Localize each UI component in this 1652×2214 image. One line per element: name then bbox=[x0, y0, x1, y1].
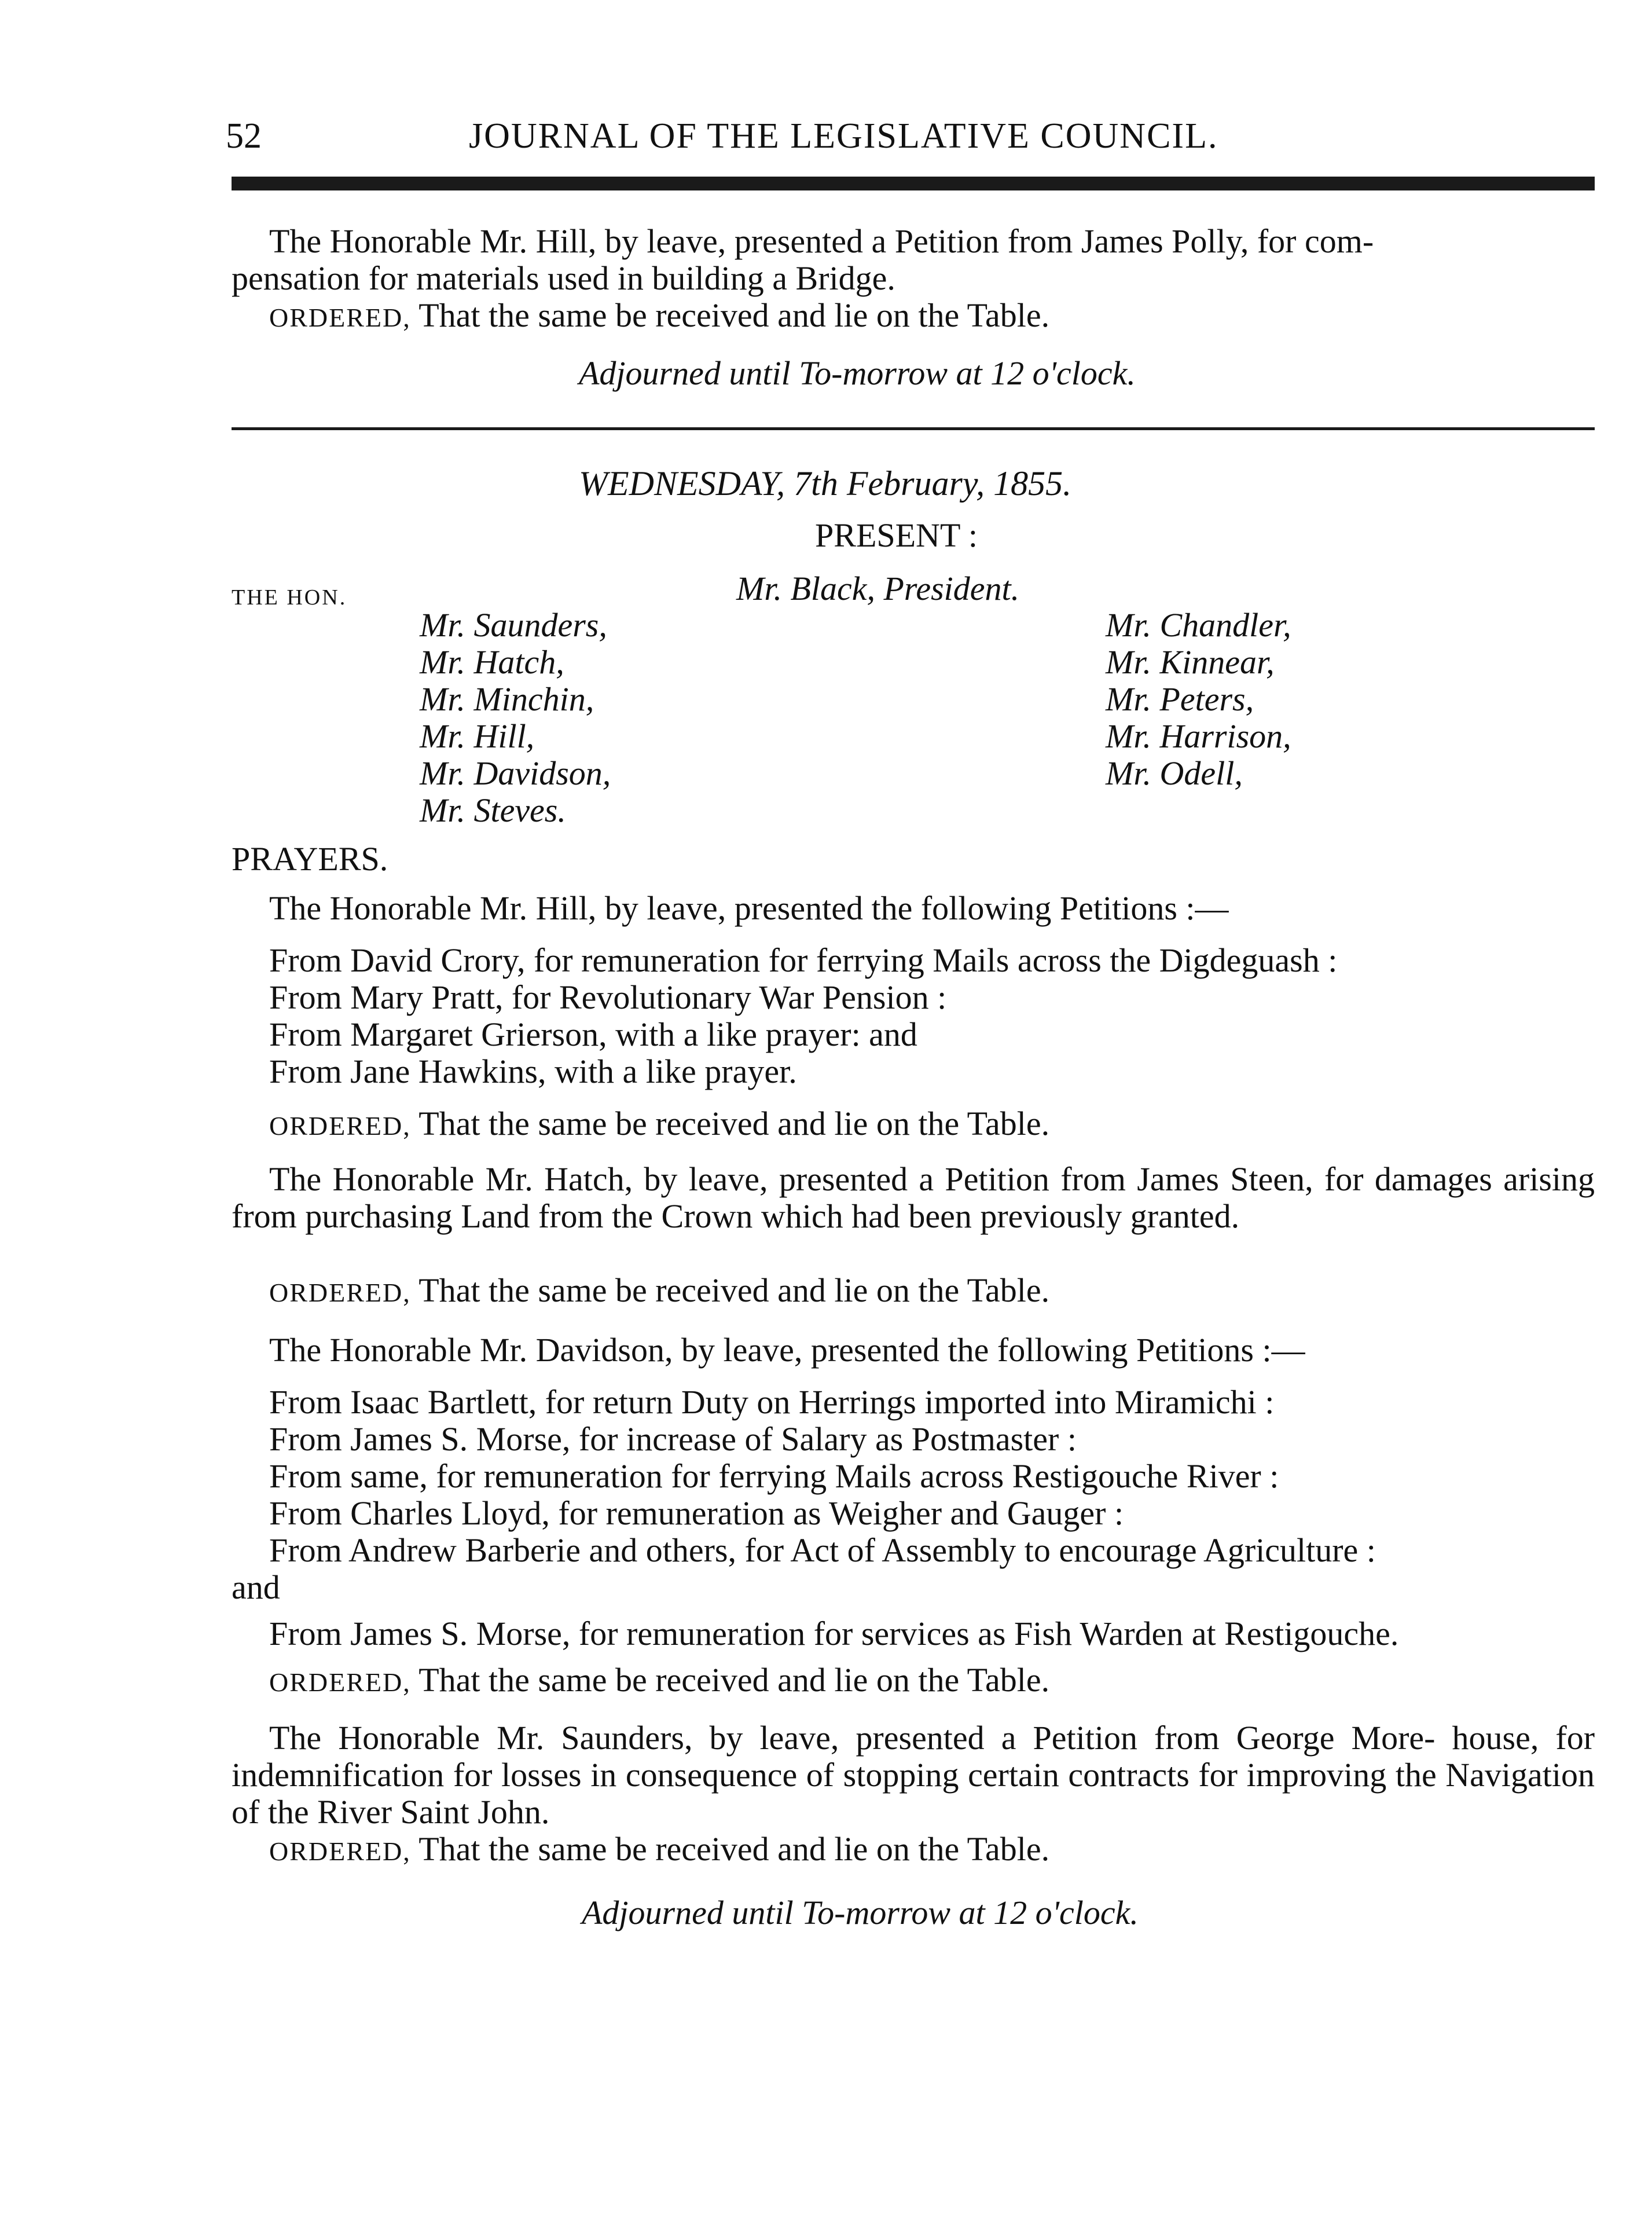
saunders-petition-line3: improving the Navigation of the River Saint John. bbox=[232, 1756, 1595, 1831]
closing-adjourned-notice: Adjourned until To-morrow at 12 o'clock. bbox=[582, 1894, 1139, 1931]
page-header bbox=[226, 116, 1595, 168]
present-heading: PRESENT : bbox=[815, 516, 978, 554]
member-right: Mr. Kinnear, bbox=[1106, 643, 1275, 681]
member-right: Mr. Odell, bbox=[1106, 754, 1243, 792]
ordered-line bbox=[269, 1105, 1049, 1145]
member-right: Mr. Chandler, bbox=[1106, 606, 1291, 644]
the-hon-label: THE HON. bbox=[232, 585, 347, 610]
saunders-petition-line1: The Honorable Mr. Saunders, by leave, presented a Petition from George More- bbox=[269, 1719, 1436, 1757]
petition-item: From Isaac Bartlett, for return Duty on Herrings imported into Miramichi : bbox=[269, 1383, 1275, 1421]
section-divider bbox=[232, 427, 1595, 430]
ordered-line bbox=[269, 1662, 1049, 1701]
member-right: Mr. Harrison, bbox=[1106, 717, 1291, 755]
running-title: JOURNAL OF THE LEGISLATIVE COUNCIL. bbox=[469, 116, 1218, 156]
petition-item: From Mary Pratt, for Revolutionary War Pension : bbox=[269, 978, 947, 1016]
hill-polly-petition-line2: pensation for materials used in building a Bridge. bbox=[232, 259, 895, 297]
petition-item: From David Crory, for remuneration for ferrying Mails across the Digdeguash : bbox=[269, 941, 1338, 979]
petition-item: From same, for remuneration for ferrying Mails across Restigouche River : bbox=[269, 1457, 1279, 1495]
hill-polly-petition-line1: The Honorable Mr. Hill, by leave, presented a Petition from James Polly, for com- bbox=[269, 222, 1374, 260]
petition-item: From Jane Hawkins, with a like prayer. bbox=[269, 1053, 797, 1090]
ordered-word: ORDERED, bbox=[269, 1278, 411, 1307]
ordered-word: ORDERED, bbox=[269, 1837, 411, 1866]
hill-petitions-intro: The Honorable Mr. Hill, by leave, presented the following Petitions :— bbox=[269, 889, 1229, 927]
member-left: Mr. Davidson, bbox=[420, 754, 611, 792]
adjourned-notice: Adjourned until To-morrow at 12 o'clock. bbox=[579, 354, 1136, 392]
petition-item: From Charles Lloyd, for remuneration as Weigher and Gauger : bbox=[269, 1494, 1124, 1532]
ordered-text: That the same be received and lie on the Table. bbox=[418, 296, 1050, 334]
member-left: Mr. Saunders, bbox=[420, 606, 607, 644]
saunders-petition bbox=[232, 1720, 1595, 1831]
member-left: Mr. Steves. bbox=[420, 791, 566, 829]
ordered-word: ORDERED, bbox=[269, 1111, 411, 1141]
petition-item: From James S. Morse, for remuneration for services as Fish Warden at Restigouche. bbox=[269, 1615, 1399, 1652]
ordered-word: ORDERED, bbox=[269, 303, 411, 332]
ordered-line bbox=[269, 297, 1049, 336]
ordered-word: ORDERED, bbox=[269, 1667, 411, 1697]
ordered-line bbox=[269, 1272, 1049, 1311]
hatch-petition-line3: granted. bbox=[1130, 1197, 1240, 1235]
ordered-text: That the same be received and lie on the Table. bbox=[418, 1271, 1050, 1309]
sitting-date: WEDNESDAY, 7th February, 1855. bbox=[579, 464, 1072, 503]
prayers-heading: PRAYERS. bbox=[232, 840, 388, 878]
saunders-petition-line2: house, for indemnification for losses in consequence of stopping certain contracts for bbox=[232, 1719, 1595, 1794]
hatch-petition-line2: damages arising from purchasing Land from the Crown which had been previously bbox=[232, 1160, 1595, 1235]
member-left: Mr. Minchin, bbox=[420, 680, 594, 718]
ordered-text: That the same be received and lie on the Table. bbox=[418, 1830, 1050, 1868]
ordered-line bbox=[269, 1831, 1049, 1870]
petition-item: From James S. Morse, for increase of Salary as Postmaster : bbox=[269, 1420, 1077, 1458]
header-rule bbox=[232, 177, 1595, 190]
president: Mr. Black, President. bbox=[736, 570, 1020, 607]
ordered-text: That the same be received and lie on the Table. bbox=[418, 1661, 1050, 1699]
member-right: Mr. Peters, bbox=[1106, 680, 1254, 718]
davidson-petitions-intro: The Honorable Mr. Davidson, by leave, presented the following Petitions :— bbox=[269, 1331, 1305, 1369]
petition-item: From Andrew Barberie and others, for Act of Assembly to encourage Agriculture : bbox=[269, 1531, 1376, 1569]
ordered-text: That the same be received and lie on the Table. bbox=[418, 1105, 1050, 1142]
hatch-petition bbox=[232, 1161, 1595, 1235]
hatch-petition-line1: The Honorable Mr. Hatch, by leave, presented a Petition from James Steen, for bbox=[269, 1160, 1364, 1198]
petition-item: From Margaret Grierson, with a like prayer: and bbox=[269, 1016, 917, 1053]
page-number: 52 bbox=[226, 116, 262, 156]
member-left: Mr. Hill, bbox=[420, 717, 535, 755]
member-left: Mr. Hatch, bbox=[420, 643, 564, 681]
petition-item-continuation: and bbox=[232, 1568, 280, 1606]
